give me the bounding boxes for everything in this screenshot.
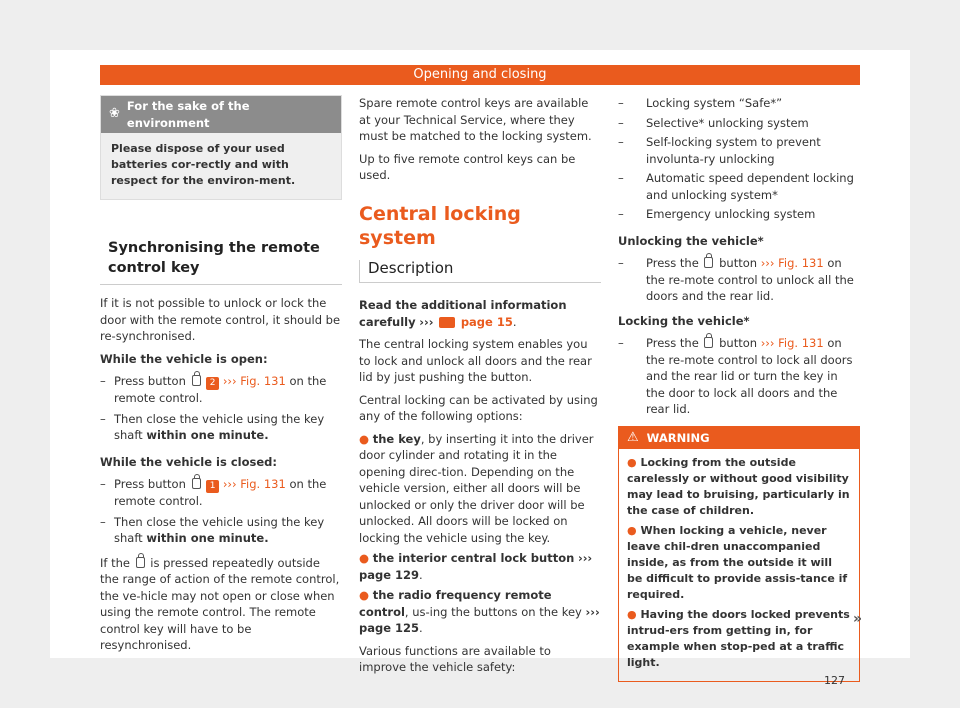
list-item: – Locking system “Safe*” [618, 96, 783, 110]
paragraph: Various functions are available to improve the vehicle safety: [359, 643, 551, 674]
callout-1: 1 [206, 480, 219, 493]
section-subtitle: Description [359, 260, 601, 284]
column-3 [618, 95, 860, 682]
chapter-header: Opening and closing [100, 65, 860, 85]
warning-item: ● Having the doors locked prevents intrud-ers from getting in, for example when stop-ped at a traffic light. [627, 608, 850, 669]
page-125-link[interactable]: ››› page 125 [359, 604, 600, 635]
continue-marker: » [852, 611, 862, 627]
dash: – [100, 374, 106, 388]
manual-page [50, 50, 910, 687]
lock-closed-icon [192, 478, 201, 489]
open-label: While the vehicle is open: [100, 351, 268, 366]
page-15-link[interactable]: page 15 [460, 314, 513, 329]
list-item: – Then close the vehicle using the key shaft within one minute. [100, 411, 325, 442]
lock-closed-icon [704, 337, 713, 348]
paragraph: The central locking system enables you to lock and unlock all doors and the rear lid by just pushing the button. [359, 337, 592, 384]
read-info-note: Read the additional information carefully ››› page 15. [359, 298, 567, 329]
fig-131-link[interactable]: ››› Fig. 131 [222, 374, 286, 388]
list-item: – Press button 1 ››› Fig. 131 on the remote control. [100, 477, 327, 508]
environment-note-text: Please dispose of your used batteries cor-rectly and with respect for the environ-ment. [111, 142, 296, 187]
section-title: Central locking system [359, 202, 521, 249]
fig-131-link[interactable]: ››› Fig. 131 [760, 336, 824, 350]
warning-box [618, 426, 860, 683]
leaf-icon: ❀ [109, 106, 120, 122]
column-1 [100, 95, 342, 660]
lock-open-icon [192, 375, 201, 386]
environment-note-title: For the sake of the environment [126, 99, 250, 130]
book-icon [439, 317, 455, 328]
environment-note [100, 95, 342, 200]
list-item: – Selective* unlocking system [618, 115, 809, 130]
sync-heading: Synchronising the remote control key [100, 238, 342, 285]
list-item: – Press button 2 ››› Fig. 131 on the remote control. [100, 374, 327, 405]
list-item: – Press the button ››› Fig. 131 on the re-mote control to unlock all the doors and the rear lid. [618, 256, 854, 303]
option-remote: ● the radio frequency remote control, us-ing the buttons on the key ››› page 125. [359, 588, 600, 635]
environment-note-header [101, 96, 341, 133]
option-key: ● the key, by inserting it into the driver door cylinder and rotating it in the opening direc-tion. Depending on the vehicle version, either all doors will be unlocked or only the driver door will be unlocked. All doors will be locked on locking the vehicle using the key. [359, 431, 594, 545]
list-item: – Then close the vehicle using the key shaft within one minute. [100, 514, 325, 545]
warning-item: ● Locking from the outside carelessly or without good visibility may lead to bruising, particularly in the case of children. [627, 456, 850, 517]
page-129-link[interactable]: ››› page 129 [359, 551, 593, 582]
closed-label: While the vehicle is closed: [100, 454, 277, 469]
lock-open-icon [704, 257, 713, 268]
warning-title: WARNING [646, 430, 710, 445]
paragraph: Spare remote control keys are available at your Technical Service, where they must be matched to the locking system. [359, 96, 592, 143]
sync-intro: If it is not possible to unlock or lock the door with the remote control, it should be re-synchronised. [100, 296, 341, 343]
warning-body [619, 449, 859, 681]
page-number: 127 [824, 674, 845, 687]
list-item: – Automatic speed dependent locking and unlocking system* [618, 171, 854, 202]
list-item: – Press the button ››› Fig. 131 on the re-mote control to lock all doors and the rear lid or turn the key in the door to lock all doors and the rear lid. [618, 336, 853, 416]
sync-outro: If the is pressed repeatedly outside the range of action of the remote control, the ve-hicle may not open or close when using the remote control. The remote control key will have to be resynchronised. [100, 555, 340, 652]
list-item: – Emergency unlocking system [618, 207, 816, 221]
unlock-label: Unlocking the vehicle* [618, 233, 764, 248]
warning-item: ● When locking a vehicle, never leave chil-dren unaccompanied inside, as from the outside it will be difficult to provide assis-tance if required. [627, 524, 848, 601]
warning-triangle-icon: ⚠ [627, 429, 639, 445]
fig-131-link[interactable]: ››› Fig. 131 [760, 256, 824, 270]
callout-2: 2 [206, 377, 219, 390]
paragraph: Up to five remote control keys can be used. [359, 151, 576, 182]
warning-header [619, 427, 859, 450]
column-2 [359, 95, 601, 682]
list-item: – Self-locking system to prevent involunta-ry unlocking [618, 135, 821, 166]
fig-131-link[interactable]: ››› Fig. 131 [222, 477, 286, 491]
paragraph: Central locking can be activated by using any of the following options: [359, 392, 598, 423]
lock-open-icon [136, 557, 145, 568]
lock-label: Locking the vehicle* [618, 313, 750, 328]
option-interior-button: ● the interior central lock button ››› page 129. [359, 551, 593, 582]
